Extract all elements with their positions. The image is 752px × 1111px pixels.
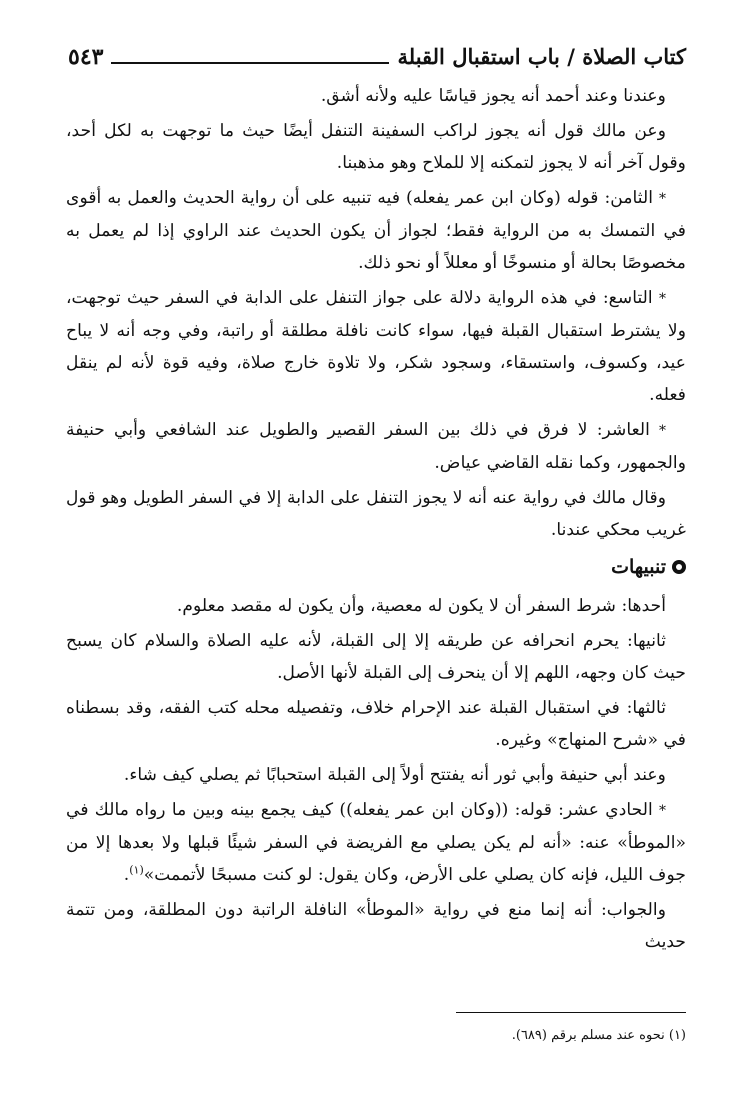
paragraph xyxy=(66,282,686,411)
paragraph xyxy=(66,115,686,179)
footnote-reference[interactable]: (١) xyxy=(129,863,144,877)
bullet-icon xyxy=(672,560,686,574)
paragraph xyxy=(66,590,686,622)
paragraph-text: العاشر: لا فرق في ذلك بين السفر القصير والطويل عند الشافعي وأبي حنيفة والجمهور، وكما نقله القاضي عياض. xyxy=(66,420,686,473)
star-marker: * xyxy=(659,423,666,439)
paragraph-end: . xyxy=(123,865,130,885)
paragraph-text: وعندنا وعند أحمد أنه يجوز قياسًا عليه ولأنه أشق. xyxy=(320,86,666,106)
paragraph-text: التاسع: في هذه الرواية دلالة على جواز التنفل على الدابة في السفر حيث توجهت، ولا يشترط استقبال القبلة فيها، سواء كانت نافلة مطلقة أو راتبة، وفي وجه أنه لا يباح عيد، وكسوف، واستسقاء، وسجود شكر، ولا تلاوة خارج صلاة، وفيه قوة لأنه لم ينقل فعله. xyxy=(66,288,686,405)
paragraph-text: الثامن: قوله (وكان ابن عمر يفعله) فيه تنبيه على أن رواية الحديث والعمل به أقوى في التمسك به من الرواية فقط؛ لجواز أن يكون الحديث عند الراوي إذا لم يعمل به مخصوصًا بحالة أو منسوخًا أو معللاً أو نحو ذلك. xyxy=(66,188,686,273)
paragraph-text: وعن مالك قول أنه يجوز لراكب السفينة التنفل أيضًا حيث ما توجهت به لكل أحد، وقول آخر أنه لا يجوز لتمكنه إلا للملاح وهو مذهبنا. xyxy=(66,121,686,173)
paragraph xyxy=(66,759,686,791)
paragraph-text: والجواب: أنه إنما منع في رواية «الموطأ» النافلة الراتبة دون المطلقة، ومن تتمة حديث xyxy=(66,900,686,952)
paragraph-text: ثالثها: في استقبال القبلة عند الإحرام خلاف، وتفصيله محله كتب الفقه، وقد بسطناه في «شرح المنهاج» وغيره. xyxy=(66,698,686,750)
paragraph xyxy=(66,182,686,279)
paragraph xyxy=(66,692,686,756)
footnote: (١) نحوه عند مسلم برقم (٦٨٩). xyxy=(511,1028,686,1043)
paragraph-text: الحادي عشر: قوله: ((وكان ابن عمر يفعله)) كيف يجمع بينه وبين ما رواه مالك في «الموطأ» عنه: «أنه لم يكن يصلي مع الفريضة في السفر شيئًا قبلها ولا بعدها إلا من جوف الليل، فإنه كان يصلي على الأرض، وكان يقول: لو كنت مسبحًا لأتممت» xyxy=(66,800,686,885)
section-heading xyxy=(66,552,686,582)
star-marker: * xyxy=(659,291,666,307)
paragraph xyxy=(66,625,686,689)
paragraph-text: وقال مالك في رواية عنه أنه لا يجوز التنفل على الدابة إلا في السفر الطويل وهو قول غريب محكي عندنا. xyxy=(66,488,686,540)
paragraph xyxy=(66,894,686,958)
paragraph-text: وعند أبي حنيفة وأبي ثور أنه يفتتح أولاً إلى القبلة استحبابًا ثم يصلي كيف شاء. xyxy=(123,765,666,785)
star-marker: * xyxy=(659,803,666,819)
paragraph xyxy=(66,794,686,891)
section-heading-text: تنبيهات xyxy=(611,556,666,578)
header-rule xyxy=(111,62,389,64)
running-header xyxy=(68,40,686,70)
footnote-rule xyxy=(456,1012,686,1013)
paragraph-text: أحدها: شرط السفر أن لا يكون له معصية، وأن يكون له مقصد معلوم. xyxy=(176,596,666,616)
paragraph xyxy=(66,80,686,112)
paragraph-text: ثانيها: يحرم انحرافه عن طريقه إلا إلى القبلة، لأنه عليه الصلاة والسلام كان يسبح حيث كان وجهه، اللهم إلا أن ينحرف إلى القبلة لأنها الأصل. xyxy=(66,631,686,683)
header-title: كتاب الصلاة / باب استقبال القبلة xyxy=(397,44,686,69)
body-text xyxy=(66,80,686,961)
star-marker: * xyxy=(659,191,666,207)
paragraph xyxy=(66,482,686,546)
page-number: ٥٤٣ xyxy=(68,44,104,70)
paragraph xyxy=(66,414,686,479)
